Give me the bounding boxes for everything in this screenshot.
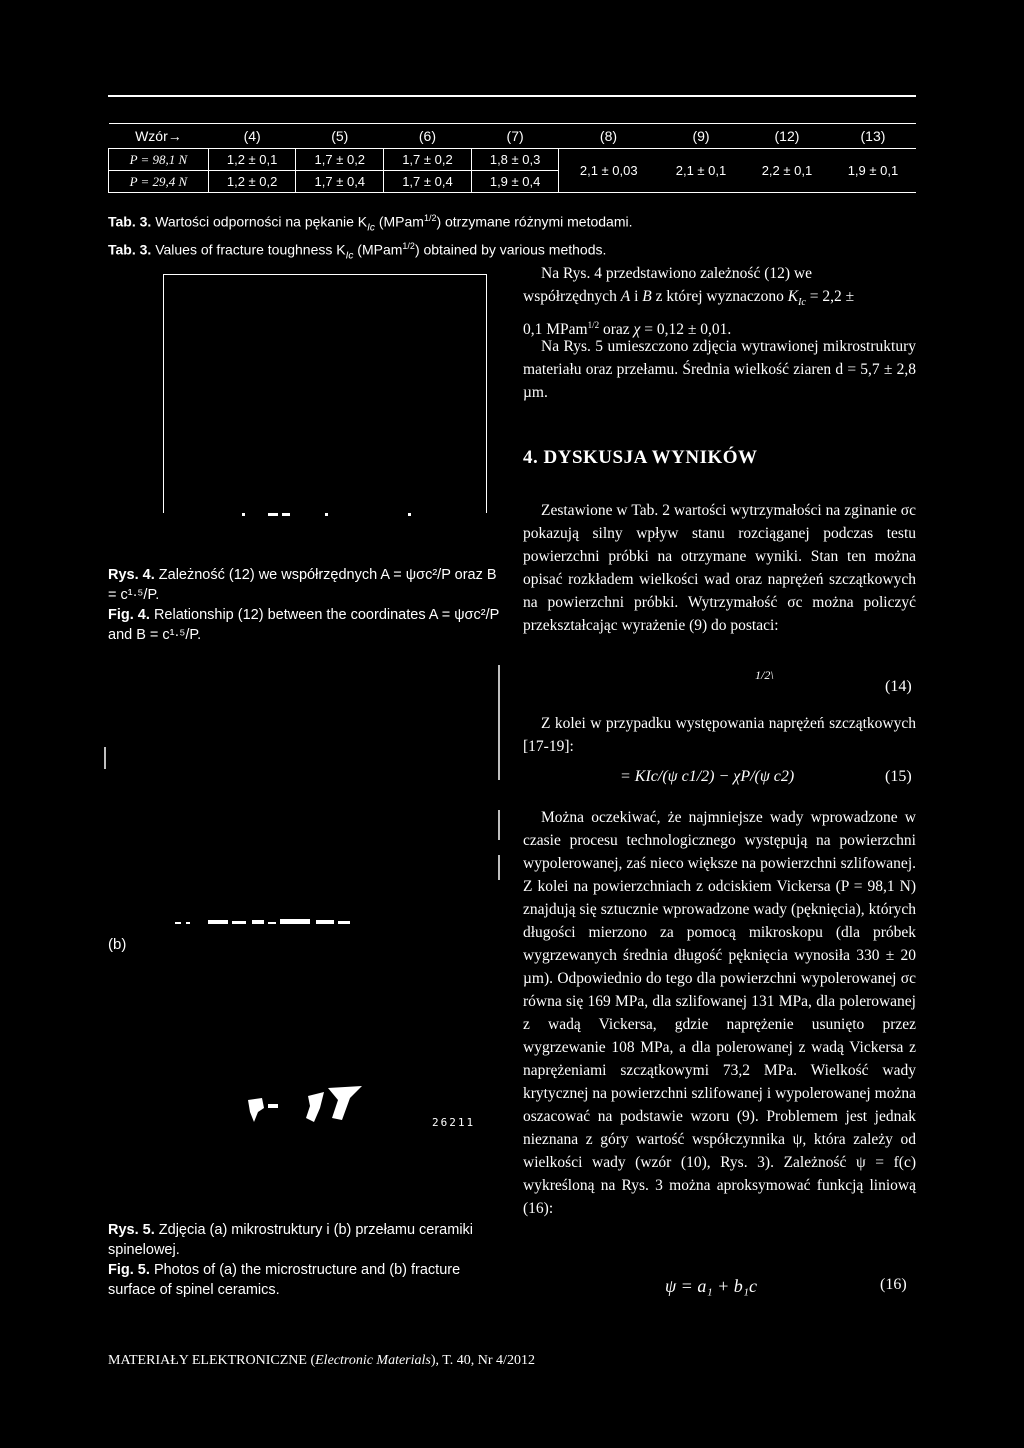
table-cell: 2,1 ± 0,03	[559, 149, 658, 193]
caption-text: Zależność (12) we współrzędnych A = ψσc²/P oraz B = c¹·⁵/P.	[108, 567, 497, 603]
table-header-row	[109, 124, 917, 149]
figure-5-caption-en	[108, 1260, 503, 1300]
table-cell: 1,7 ± 0,2	[384, 149, 472, 171]
paragraph-text: Na Rys. 5 umieszczono zdjęcia wytrawionej mikrostruktury materiału oraz przełamu. Średnia wielkość ziaren d = 5,7 ± 2,8 µm.	[523, 338, 916, 401]
page-footer	[108, 1353, 535, 1369]
paragraph-text: Można oczekiwać, że najmniejsze wady wprowadzone w czasie procesu technologicznego występują na powierzchni wypolerowanej, zaś nieco większe na powierzchni szlifowanej. Z kolei na powierzchniach z odciskiem Vickersa (P = 98,1 N) znajdują się sztucznie wprowadzone wady (pęknięcia), których długości mierzono za pomocą mikroskopu (dla próbek wygrzewanych średnia długość pęknięcia wynosiła 330 ± 20 µm). Odpowiednio do tego dla powierzchni wypolerowanej σc równa się 169 MPa, dla szlifowanej 131 MPa, dla polerowanej z wadą Vickersa, gdzie naprężenie usunięto przez wygrzewanie 108 MPa, a dla polerowanej z wadą Vickersa z naprężeniami szczątkowymi 73,2 MPa. Wielkość wady krytycznej na powierzchni szlifowanej i wypolerowanej można oszacować na podstawie wzoru (9). Problemem jest jednak nieznana z góry wartość współczynnika ψ, która zależy od wielkości wady (wzór (10), Rys. 3). Zależność ψ = f(c) wykreśloną na Rys. 3 można aproksymować funkcją liniową (16):	[523, 809, 916, 1217]
photo-speck	[268, 922, 276, 924]
paragraph-text: Z kolei w przypadku występowania naprężeń szczątkowych [17-19]:	[523, 715, 916, 755]
table-header-cell: (4)	[208, 124, 296, 149]
footer-text: MATERIAŁY ELEKTRONICZNE (	[108, 1353, 316, 1368]
text-span: oraz	[599, 321, 634, 339]
equation-16: ψ = a₁ + b₁c	[665, 1276, 757, 1296]
text-span: i	[630, 288, 643, 305]
table-cell: 1,8 ± 0,3	[471, 149, 559, 171]
top-rule	[108, 95, 916, 97]
caption-prefix: Rys. 4.	[108, 567, 155, 583]
table-cell: P = 98,1 N	[109, 149, 209, 171]
table-cell: 1,2 ± 0,1	[208, 149, 296, 171]
table-header-cell: (12)	[744, 124, 830, 149]
text-span: współrzędnych	[523, 288, 621, 305]
paragraph-line	[523, 285, 916, 314]
left-edge-mark	[100, 745, 112, 775]
table-cell: 1,7 ± 0,4	[384, 171, 472, 193]
figure-4-caption	[108, 565, 508, 645]
table-cell: 1,9 ± 0,4	[471, 171, 559, 193]
table-cell: 2,2 ± 0,1	[744, 149, 830, 193]
text-span: 1/2	[587, 320, 600, 331]
axis-tick-mark	[282, 513, 290, 516]
caption-sup: 1/2	[402, 241, 415, 252]
paragraph-text: Zestawione w Tab. 2 wartości wytrzymałości na zginanie σc pokazują silny wpływ stanu rozciąganej podczas testu powierzchni próbki na otrzymane wyniki. Stan ten można opisać rozkładem wielkości wad oraz naprężeń szczątkowych na powierzchni próbki. Wytrzymałość σc można policzyć przekształcając wyrażenie (9) do postaci:	[523, 502, 916, 634]
footer-text: ), T. 40, Nr 4/2012	[430, 1353, 535, 1368]
axis-tick-mark	[268, 513, 278, 516]
table-header-cell: (5)	[296, 124, 384, 149]
text-span: B	[642, 288, 652, 305]
table-cell: 1,2 ± 0,2	[208, 171, 296, 193]
fracture-photo-fragment	[240, 1082, 370, 1127]
text-span: Ic	[798, 297, 806, 309]
caption-prefix: Rys. 5.	[108, 1222, 155, 1238]
paragraph-line: Na Rys. 4 przedstawiono zależność (12) we	[541, 265, 812, 282]
photo-speck	[306, 1092, 324, 1122]
caption-prefix: Fig. 4.	[108, 607, 150, 623]
table-header-cell: (6)	[384, 124, 472, 149]
column-edge-marks	[490, 660, 510, 885]
table-header-cell: (8)	[559, 124, 658, 149]
caption-rest: ) obtained by various methods.	[414, 242, 607, 259]
table-cell: 2,1 ± 0,1	[658, 149, 744, 193]
table-cell: 1,7 ± 0,2	[296, 149, 384, 171]
equation-16-number: (16)	[880, 1276, 907, 1293]
text-span: χ	[633, 321, 641, 339]
table-cell: 1,7 ± 0,4	[296, 171, 384, 193]
photo-speck	[175, 922, 181, 924]
caption-text: Photos of (a) the microstructure and (b) fracture surface of spinel ceramics.	[108, 1262, 461, 1298]
figure-4-axis-marks	[160, 505, 490, 525]
paragraph-rys5	[523, 335, 916, 404]
caption-prefix: Tab. 3.	[108, 242, 152, 259]
photo-speck	[316, 920, 334, 924]
text-span: = 2,2 ±	[805, 288, 855, 305]
photo-speck	[186, 922, 190, 924]
equation-14-number: (14)	[885, 678, 912, 695]
table-cell: 1,9 ± 0,1	[830, 149, 916, 193]
table-caption	[108, 209, 708, 266]
text-span: K	[787, 288, 799, 305]
text-span: z której wyznaczono	[651, 288, 788, 305]
table-header-cell: (7)	[471, 124, 559, 149]
photo-speck	[232, 921, 246, 924]
caption-text: Values of fracture toughness K	[155, 242, 346, 259]
photo-speck	[248, 1098, 264, 1122]
section-heading: 4. DYSKUSJA WYNIKÓW	[523, 447, 758, 468]
caption-rest: ) otrzymane różnymi metodami.	[436, 213, 633, 230]
text-span: 0,1 MPam	[523, 321, 588, 339]
photo-speck	[208, 920, 228, 924]
caption-sub: Ic	[367, 222, 375, 234]
caption-prefix: Tab. 3.	[108, 213, 152, 230]
paragraph-residual	[523, 712, 916, 758]
caption-unit: (MPam	[378, 213, 424, 230]
caption-text: Zdjęcia (a) mikrostruktury i (b) przełamu ceramiki spinelowej.	[108, 1222, 474, 1258]
caption-text: Relationship (12) between the coordinates A = ψσc²/P and B = c¹·⁵/P.	[108, 607, 500, 643]
photo-speck	[328, 1086, 362, 1120]
paragraph-discussion	[523, 499, 916, 637]
table-header-cell: (9)	[658, 124, 744, 149]
figure-5-label-b: (b)	[108, 936, 127, 953]
equation-15-number: (15)	[885, 768, 912, 785]
table-cell: P = 29,4 N	[109, 171, 209, 193]
photo-speck	[280, 919, 310, 924]
paragraph-rys4	[523, 262, 916, 341]
axis-tick-mark	[325, 513, 328, 516]
caption-sub: Ic	[345, 250, 354, 262]
table-caption-pl	[108, 209, 708, 237]
table-header-cell: (13)	[830, 124, 916, 149]
photo-scale-text: 26211	[432, 1116, 476, 1129]
figure-4-caption-pl	[108, 565, 508, 605]
text-span: A	[620, 288, 631, 305]
caption-text: Wartości odporności na pękanie K	[155, 213, 368, 230]
photo-speck	[338, 921, 350, 924]
figure-4-caption-en	[108, 605, 508, 645]
figure-4-plot	[163, 274, 487, 513]
axis-tick-mark	[408, 513, 411, 516]
text-span: = 0,12 ± 0,01.	[640, 321, 732, 339]
equation-14-fragment: 1/2\	[755, 668, 774, 682]
toughness-table	[108, 123, 916, 193]
caption-unit: (MPam	[357, 242, 403, 259]
equation-15: = KIc/(ψ c1/2) − χP/(ψ c2)	[620, 768, 795, 785]
footer-text: Electronic Materials	[315, 1353, 431, 1368]
axis-tick-mark	[242, 513, 245, 516]
fracture-photo-texture	[170, 912, 360, 932]
table-row	[109, 149, 917, 171]
photo-speck	[268, 1104, 278, 1108]
figure-5-caption	[108, 1220, 503, 1300]
paragraph-defects	[523, 806, 916, 1220]
photo-speck	[252, 920, 264, 924]
figure-5-caption-pl	[108, 1220, 503, 1260]
caption-prefix: Fig. 5.	[108, 1262, 150, 1278]
table-header-cell: Wzór→	[109, 124, 209, 149]
caption-sup: 1/2	[423, 213, 437, 223]
